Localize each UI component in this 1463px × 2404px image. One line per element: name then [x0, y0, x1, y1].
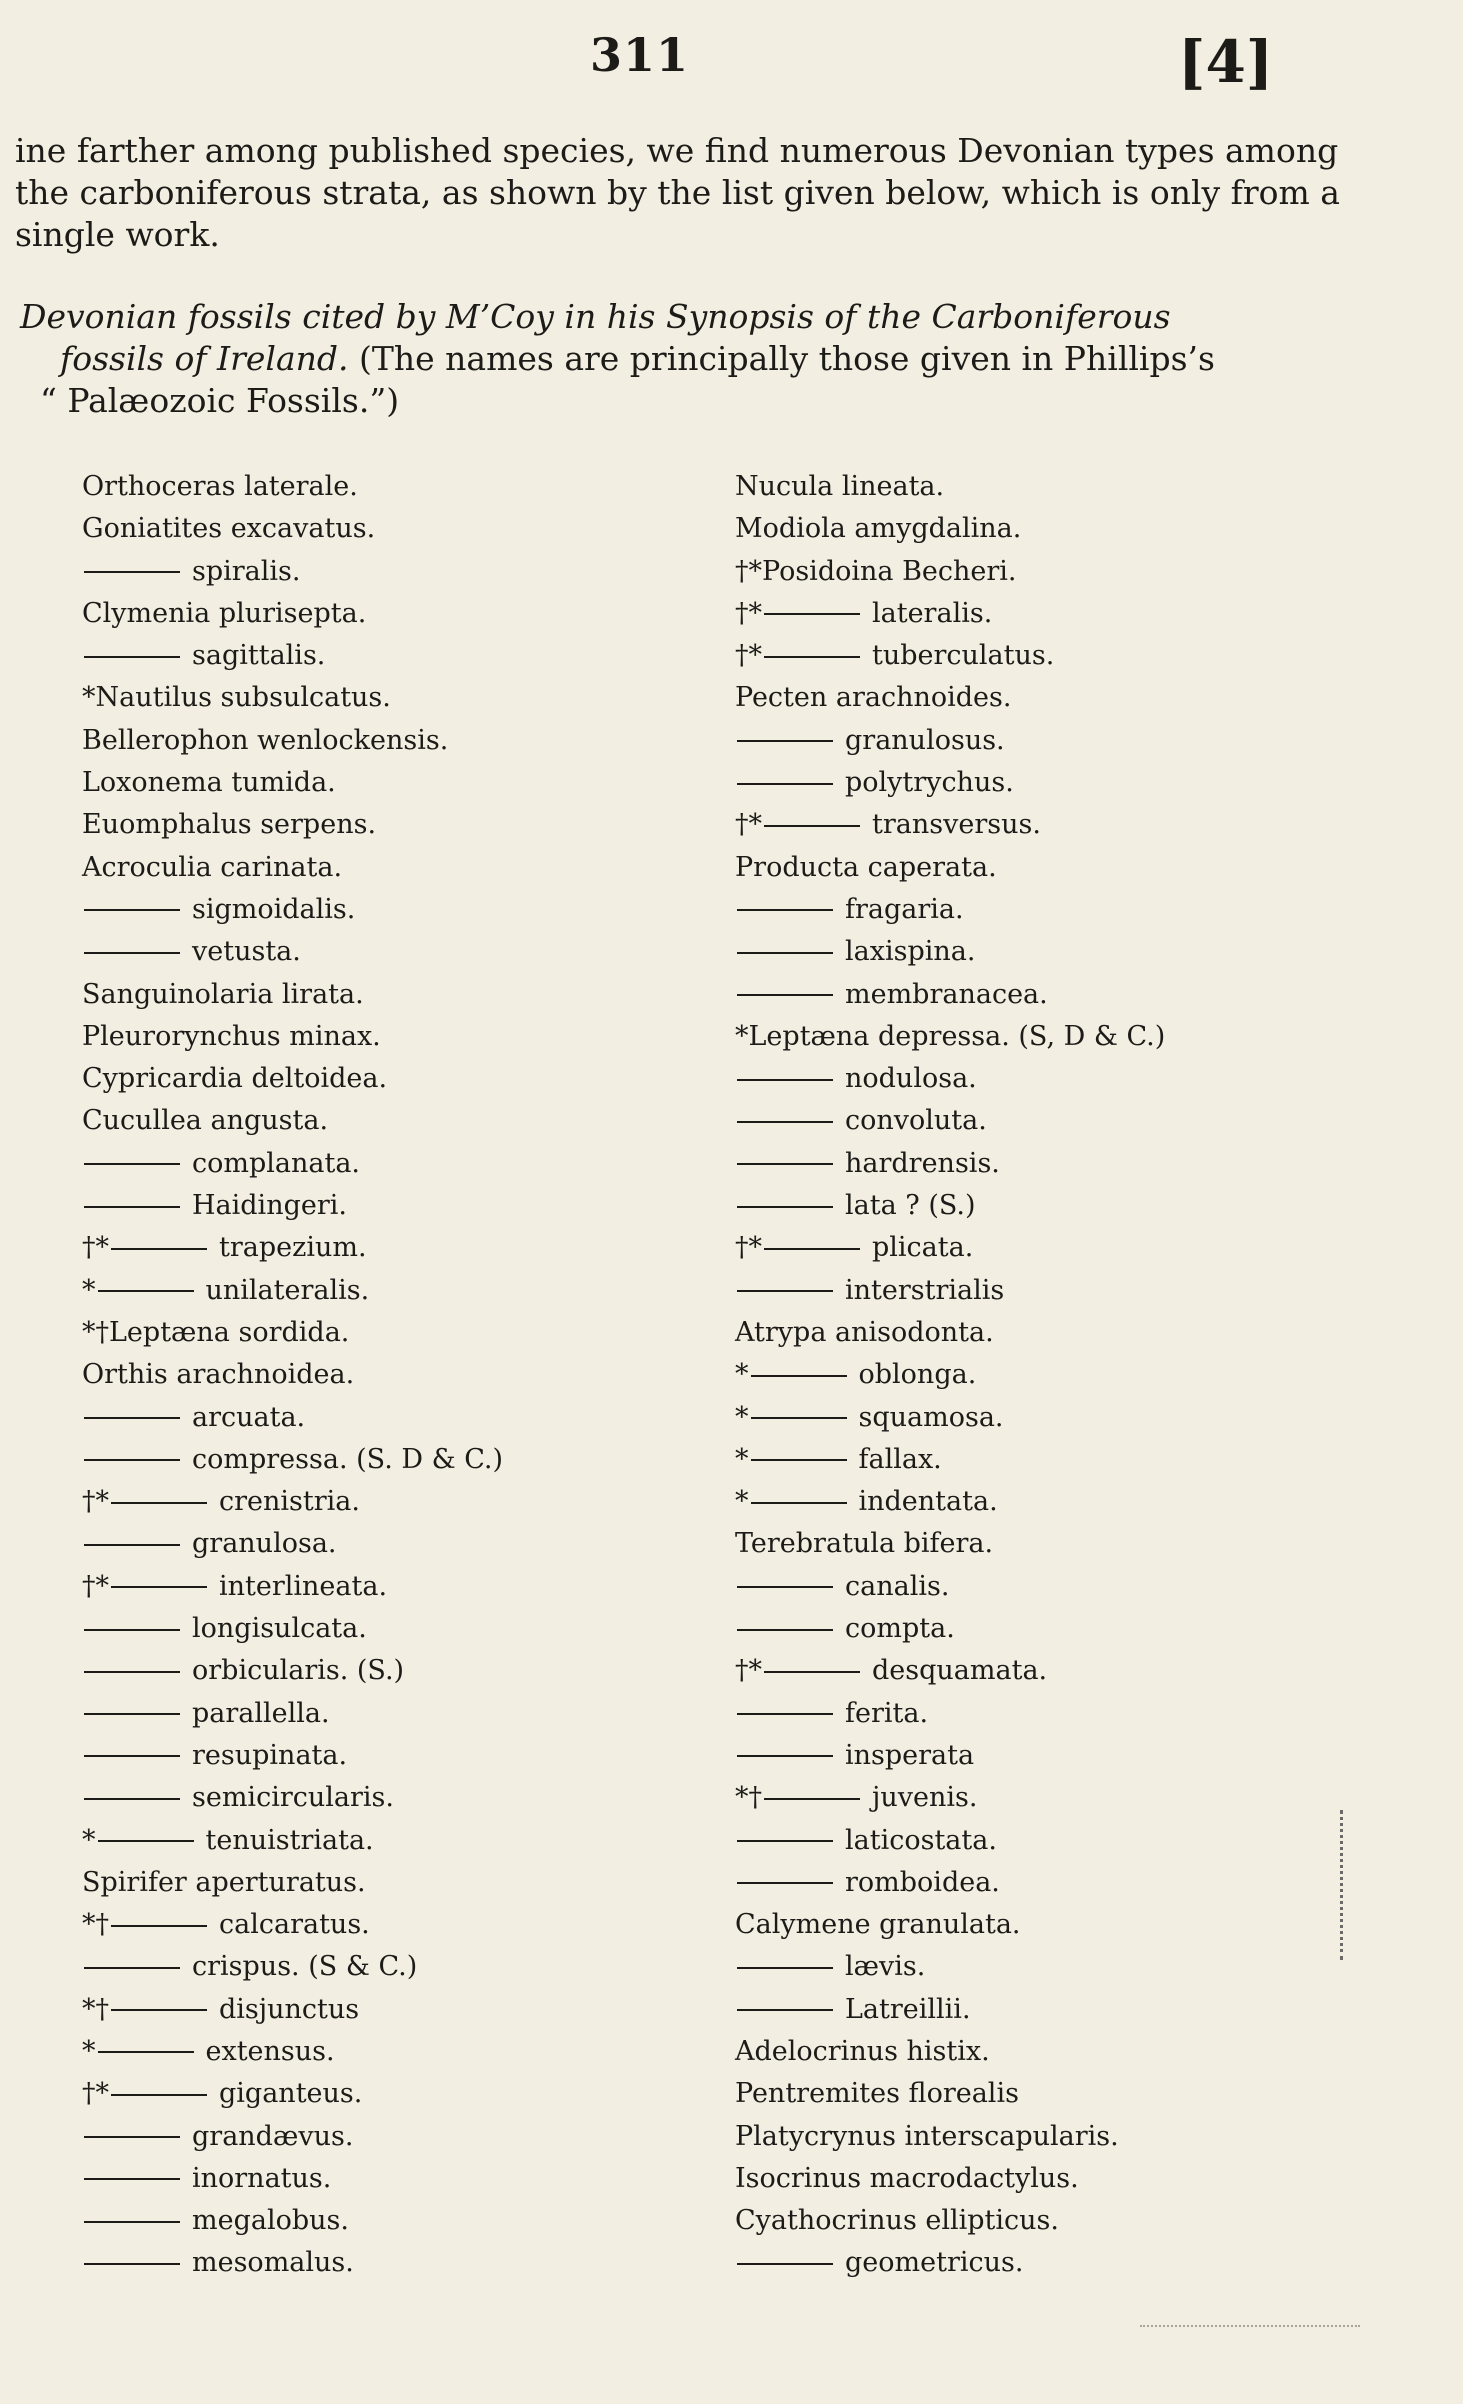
list-item — [82, 466, 503, 508]
list-item — [735, 1439, 1165, 1481]
species-name: membranacea. — [845, 978, 1048, 1010]
list-item — [735, 889, 1165, 931]
ditto-dash — [737, 783, 833, 785]
species-name: extensus. — [205, 2035, 335, 2067]
list-item — [82, 1608, 503, 1650]
species-name: resupinata. — [192, 1739, 348, 1771]
ditto-dash — [737, 1840, 833, 1842]
heading-roman-line-2: (The names are principally those given in Phillips’s — [348, 339, 1215, 378]
list-item — [82, 1227, 503, 1269]
list-item — [735, 1946, 1165, 1988]
species-name: ferita. — [845, 1697, 929, 1729]
ditto-dash — [737, 1121, 833, 1123]
list-item — [735, 1904, 1165, 1946]
species-name: Latreillii. — [845, 1993, 971, 2025]
species-name: Loxonema tumida. — [82, 767, 336, 799]
ditto-dash — [737, 1163, 833, 1165]
list-item — [735, 2031, 1165, 2073]
reference-mark: †* — [82, 1232, 109, 1264]
species-name: spiralis. — [192, 555, 301, 587]
species-name: Orthis arachnoidea. — [82, 1359, 355, 1391]
ditto-dash — [111, 1502, 207, 1504]
ditto-dash — [98, 1290, 194, 1292]
ditto-dash — [751, 1375, 847, 1377]
ditto-dash — [84, 1459, 180, 1461]
species-name: mesomalus. — [192, 2247, 354, 2279]
species-name: *†Leptæna sordida. — [82, 1316, 350, 1348]
list-item — [82, 889, 503, 931]
ditto-dash — [98, 2051, 194, 2053]
ditto-dash — [84, 656, 180, 658]
list-item — [82, 2242, 503, 2284]
list-item — [735, 635, 1165, 677]
reference-mark: * — [735, 1401, 749, 1433]
list-item — [82, 1566, 503, 1608]
list-item — [82, 1143, 503, 1185]
heading-line-3: “ Palæozoic Fossils.”) — [40, 381, 400, 420]
list-item — [735, 1481, 1165, 1523]
page-number: 311 — [590, 28, 690, 82]
ditto-dash — [764, 825, 860, 827]
ditto-dash — [111, 1925, 207, 1927]
ditto-dash — [84, 1163, 180, 1165]
species-name: Pleurorynchus minax. — [82, 1020, 381, 1052]
ditto-dash — [737, 994, 833, 996]
ditto-dash — [84, 1967, 180, 1969]
ditto-dash — [84, 1544, 180, 1546]
list-item — [82, 1016, 503, 1058]
species-name: Bellerophon wenlockensis. — [82, 724, 449, 756]
ditto-dash — [98, 1840, 194, 1842]
species-name: orbicularis. (S.) — [192, 1655, 405, 1687]
species-name: unilateralis. — [205, 1274, 370, 1306]
list-item — [82, 508, 503, 550]
list-item — [735, 1270, 1165, 1312]
list-item — [82, 1989, 503, 2031]
species-name: Cyathocrinus ellipticus. — [735, 2205, 1059, 2237]
list-item — [735, 1185, 1165, 1227]
list-item — [735, 974, 1165, 1016]
ditto-dash — [751, 1417, 847, 1419]
list-item — [82, 931, 503, 973]
ditto-dash — [84, 1417, 180, 1419]
species-name: crenistria. — [219, 1486, 360, 1518]
ditto-dash — [84, 909, 180, 911]
reference-mark: †* — [735, 640, 762, 672]
list-item — [735, 1354, 1165, 1396]
species-name: laticostata. — [845, 1824, 997, 1856]
list-item — [735, 1862, 1165, 1904]
heading-italic-line-2: fossils of Ireland. — [60, 339, 349, 378]
species-name: squamosa. — [858, 1401, 1004, 1433]
species-name: semicircularis. — [192, 1782, 394, 1814]
list-item — [82, 1820, 503, 1862]
list-item — [735, 1058, 1165, 1100]
species-name: Goniatites excavatus. — [82, 513, 376, 545]
reference-mark: * — [735, 1443, 749, 1475]
species-name: parallella. — [192, 1697, 330, 1729]
species-name: Isocrinus macrodactylus. — [735, 2162, 1079, 2194]
list-item — [735, 720, 1165, 762]
species-name: Sanguinolaria lirata. — [82, 978, 364, 1010]
fossil-list-right — [735, 466, 1165, 2285]
list-item — [82, 762, 503, 804]
list-item — [735, 1312, 1165, 1354]
reference-mark: *† — [82, 1993, 109, 2025]
reference-mark: * — [735, 1359, 749, 1391]
list-item — [735, 1566, 1165, 1608]
ditto-dash — [84, 1629, 180, 1631]
list-item — [735, 1735, 1165, 1777]
species-name: Pecten arachnoides. — [735, 682, 1012, 714]
reference-mark: *† — [82, 1909, 109, 1941]
ditto-dash — [751, 1459, 847, 1461]
ditto-dash — [84, 2178, 180, 2180]
list-item — [82, 551, 503, 593]
ditto-dash — [737, 952, 833, 954]
ditto-dash — [111, 1586, 207, 1588]
list-item — [82, 1058, 503, 1100]
ditto-dash — [764, 656, 860, 658]
list-item — [82, 1735, 503, 1777]
list-item — [82, 1777, 503, 1819]
species-name: geometricus. — [845, 2247, 1024, 2279]
species-name: Acroculia carinata. — [82, 851, 343, 883]
list-item — [82, 1100, 503, 1142]
species-name: trapezium. — [219, 1232, 367, 1264]
list-item — [735, 847, 1165, 889]
list-item — [82, 1523, 503, 1565]
list-item — [735, 1143, 1165, 1185]
species-name: granulosa. — [192, 1528, 337, 1560]
list-item — [735, 1693, 1165, 1735]
list-item — [82, 1481, 503, 1523]
species-name: complanata. — [192, 1147, 361, 1179]
species-name: fragaria. — [845, 893, 964, 925]
ditto-dash — [84, 2263, 180, 2265]
intro-paragraph: ine farther among published species, we find numerous Devonian types among the carboniferous strata, as shown by the list given below, which is only from a single work. — [15, 131, 1340, 254]
list-item — [735, 2116, 1165, 2158]
ditto-dash — [737, 1079, 833, 1081]
list-item — [735, 1523, 1165, 1565]
ditto-dash — [84, 2136, 180, 2138]
list-item — [82, 2158, 503, 2200]
list-item — [82, 1312, 503, 1354]
list-item — [735, 1777, 1165, 1819]
list-item — [82, 720, 503, 762]
species-name: indentata. — [858, 1486, 998, 1518]
ditto-dash — [84, 1755, 180, 1757]
species-name: Modiola amygdalina. — [735, 513, 1022, 545]
species-name: convoluta. — [845, 1105, 987, 1137]
species-name: Atrypa anisodonta. — [735, 1316, 994, 1348]
species-name: lævis. — [845, 1951, 926, 1983]
list-item — [82, 804, 503, 846]
ditto-dash — [84, 2221, 180, 2223]
fossil-list-left — [82, 466, 503, 2285]
species-name: oblonga. — [858, 1359, 977, 1391]
species-name: nodulosa. — [845, 1063, 977, 1095]
list-item — [82, 2116, 503, 2158]
species-name: Platycrynus interscapularis. — [735, 2120, 1119, 2152]
species-name: sigmoidalis. — [192, 893, 356, 925]
ditto-dash — [84, 1671, 180, 1673]
reference-mark: * — [735, 1486, 749, 1518]
list-item — [82, 974, 503, 1016]
list-item — [735, 2073, 1165, 2115]
species-name: disjunctus — [219, 1993, 360, 2025]
species-name: †*Posidoina Becheri. — [735, 555, 1017, 587]
ditto-dash — [84, 952, 180, 954]
species-name: Cypricardia deltoidea. — [82, 1063, 388, 1095]
species-name: inornatus. — [192, 2162, 332, 2194]
reference-mark: †* — [82, 1570, 109, 1602]
list-item — [735, 677, 1165, 719]
species-name: lateralis. — [872, 597, 993, 629]
list-item — [735, 2158, 1165, 2200]
list-item — [735, 551, 1165, 593]
species-name: tenuistriata. — [205, 1824, 374, 1856]
ditto-dash — [737, 909, 833, 911]
ditto-dash — [84, 1798, 180, 1800]
list-item — [735, 466, 1165, 508]
list-item — [735, 2200, 1165, 2242]
ditto-dash — [737, 1755, 833, 1757]
list-item — [82, 2073, 503, 2115]
species-name: grandævus. — [192, 2120, 354, 2152]
ditto-dash — [84, 571, 180, 573]
reference-mark: †* — [735, 1655, 762, 1687]
list-item — [82, 1650, 503, 1692]
ditto-dash — [84, 1713, 180, 1715]
margin-smudge — [1340, 1810, 1349, 1960]
species-name: *Leptæna depressa. (S, D & C.) — [735, 1020, 1166, 1052]
species-name: Pentremites florealis — [735, 2078, 1019, 2110]
list-item — [735, 1016, 1165, 1058]
species-name: Euomphalus serpens. — [82, 809, 377, 841]
ditto-dash — [764, 613, 860, 615]
species-name: tuberculatus. — [872, 640, 1055, 672]
list-item — [82, 847, 503, 889]
species-name: Clymenia plurisepta. — [82, 597, 367, 629]
species-name: *Nautilus subsulcatus. — [82, 682, 391, 714]
ditto-dash — [737, 740, 833, 742]
species-name: longisulcata. — [192, 1613, 367, 1645]
ditto-dash — [751, 1502, 847, 1504]
list-item — [82, 677, 503, 719]
list-item — [735, 931, 1165, 973]
reference-mark: †* — [735, 809, 762, 841]
list-item — [735, 1820, 1165, 1862]
list-item — [735, 1650, 1165, 1692]
list-item — [82, 593, 503, 635]
species-name: transversus. — [872, 809, 1041, 841]
species-name: lata ? (S.) — [845, 1190, 976, 1222]
list-item — [82, 635, 503, 677]
species-name: Haidingeri. — [192, 1190, 347, 1222]
species-name: desquamata. — [872, 1655, 1048, 1687]
list-item — [735, 1100, 1165, 1142]
species-name: insperata — [845, 1739, 975, 1771]
ditto-dash — [737, 1713, 833, 1715]
species-name: megalobus. — [192, 2205, 349, 2237]
species-name: Spirifer aperturatus. — [82, 1866, 366, 1898]
species-name: sagittalis. — [192, 640, 326, 672]
species-name: arcuata. — [192, 1401, 306, 1433]
list-item — [82, 1904, 503, 1946]
list-item — [735, 593, 1165, 635]
list-item — [82, 2200, 503, 2242]
species-name: plicata. — [872, 1232, 974, 1264]
ditto-dash — [764, 1671, 860, 1673]
species-name: fallax. — [858, 1443, 942, 1475]
list-item — [82, 1693, 503, 1735]
species-name: Cucullea angusta. — [82, 1105, 329, 1137]
list-item — [82, 1397, 503, 1439]
species-name: vetusta. — [192, 936, 301, 968]
species-name: laxispina. — [845, 936, 976, 968]
list-item — [735, 762, 1165, 804]
list-item — [82, 1862, 503, 1904]
ditto-dash — [737, 1586, 833, 1588]
species-name: Nucula lineata. — [735, 471, 945, 502]
species-name: polytrychus. — [845, 767, 1014, 799]
reference-mark: †* — [82, 2078, 109, 2110]
reference-mark: * — [82, 1824, 96, 1856]
species-name: hardrensis. — [845, 1147, 1000, 1179]
species-name: romboidea. — [845, 1866, 1000, 1898]
list-item — [82, 1439, 503, 1481]
reference-mark: *† — [735, 1782, 762, 1814]
species-name: Adelocrinus histix. — [735, 2035, 990, 2067]
ditto-dash — [84, 1206, 180, 1208]
ditto-dash — [764, 1248, 860, 1250]
ditto-dash — [737, 1967, 833, 1969]
section-mark: [4] — [1178, 28, 1274, 96]
species-name: interstrialis — [845, 1274, 1005, 1306]
ditto-dash — [737, 1882, 833, 1884]
list-item — [82, 1354, 503, 1396]
ditto-dash — [737, 2263, 833, 2265]
ditto-dash — [764, 1798, 860, 1800]
species-name: calcaratus. — [219, 1909, 370, 1941]
species-name: interlineata. — [219, 1570, 388, 1602]
ditto-dash — [737, 1629, 833, 1631]
reference-mark: †* — [82, 1486, 109, 1518]
species-name: Calymene granulata. — [735, 1909, 1021, 1941]
heading-line-2 — [20, 338, 1340, 380]
list-item — [735, 1397, 1165, 1439]
species-name: canalis. — [845, 1570, 950, 1602]
species-name: Producta caperata. — [735, 851, 997, 883]
ditto-dash — [111, 2094, 207, 2096]
reference-mark: * — [82, 1274, 96, 1306]
list-item — [82, 2031, 503, 2073]
reference-mark: †* — [735, 597, 762, 629]
species-name: giganteus. — [219, 2078, 363, 2110]
reference-mark: * — [82, 2035, 96, 2067]
list-item — [735, 1227, 1165, 1269]
species-name: juvenis. — [872, 1782, 978, 1814]
list-item — [735, 2242, 1165, 2284]
species-name: compressa. (S. D & C.) — [192, 1443, 504, 1475]
ditto-dash — [111, 1248, 207, 1250]
list-item — [735, 1608, 1165, 1650]
list-item — [82, 1185, 503, 1227]
species-name: Terebratula bifera. — [735, 1528, 994, 1560]
list-item — [82, 1946, 503, 1988]
reference-mark: †* — [735, 1232, 762, 1264]
ditto-dash — [737, 2009, 833, 2011]
heading-italic-line-1: Devonian fossils cited by M’Coy in his Synopsis of the Carboniferous — [20, 297, 1171, 336]
species-name: granulosus. — [845, 724, 1005, 756]
ditto-dash — [111, 2009, 207, 2011]
bottom-smudge — [1140, 2325, 1360, 2333]
list-heading — [20, 296, 1340, 422]
species-name: compta. — [845, 1613, 955, 1645]
ditto-dash — [737, 1290, 833, 1292]
list-item — [82, 1270, 503, 1312]
list-item — [735, 508, 1165, 550]
species-name: Orthoceras laterale. — [82, 471, 358, 502]
ditto-dash — [737, 1206, 833, 1208]
list-item — [735, 804, 1165, 846]
species-name: crispus. (S & C.) — [192, 1951, 418, 1983]
list-item — [735, 1989, 1165, 2031]
